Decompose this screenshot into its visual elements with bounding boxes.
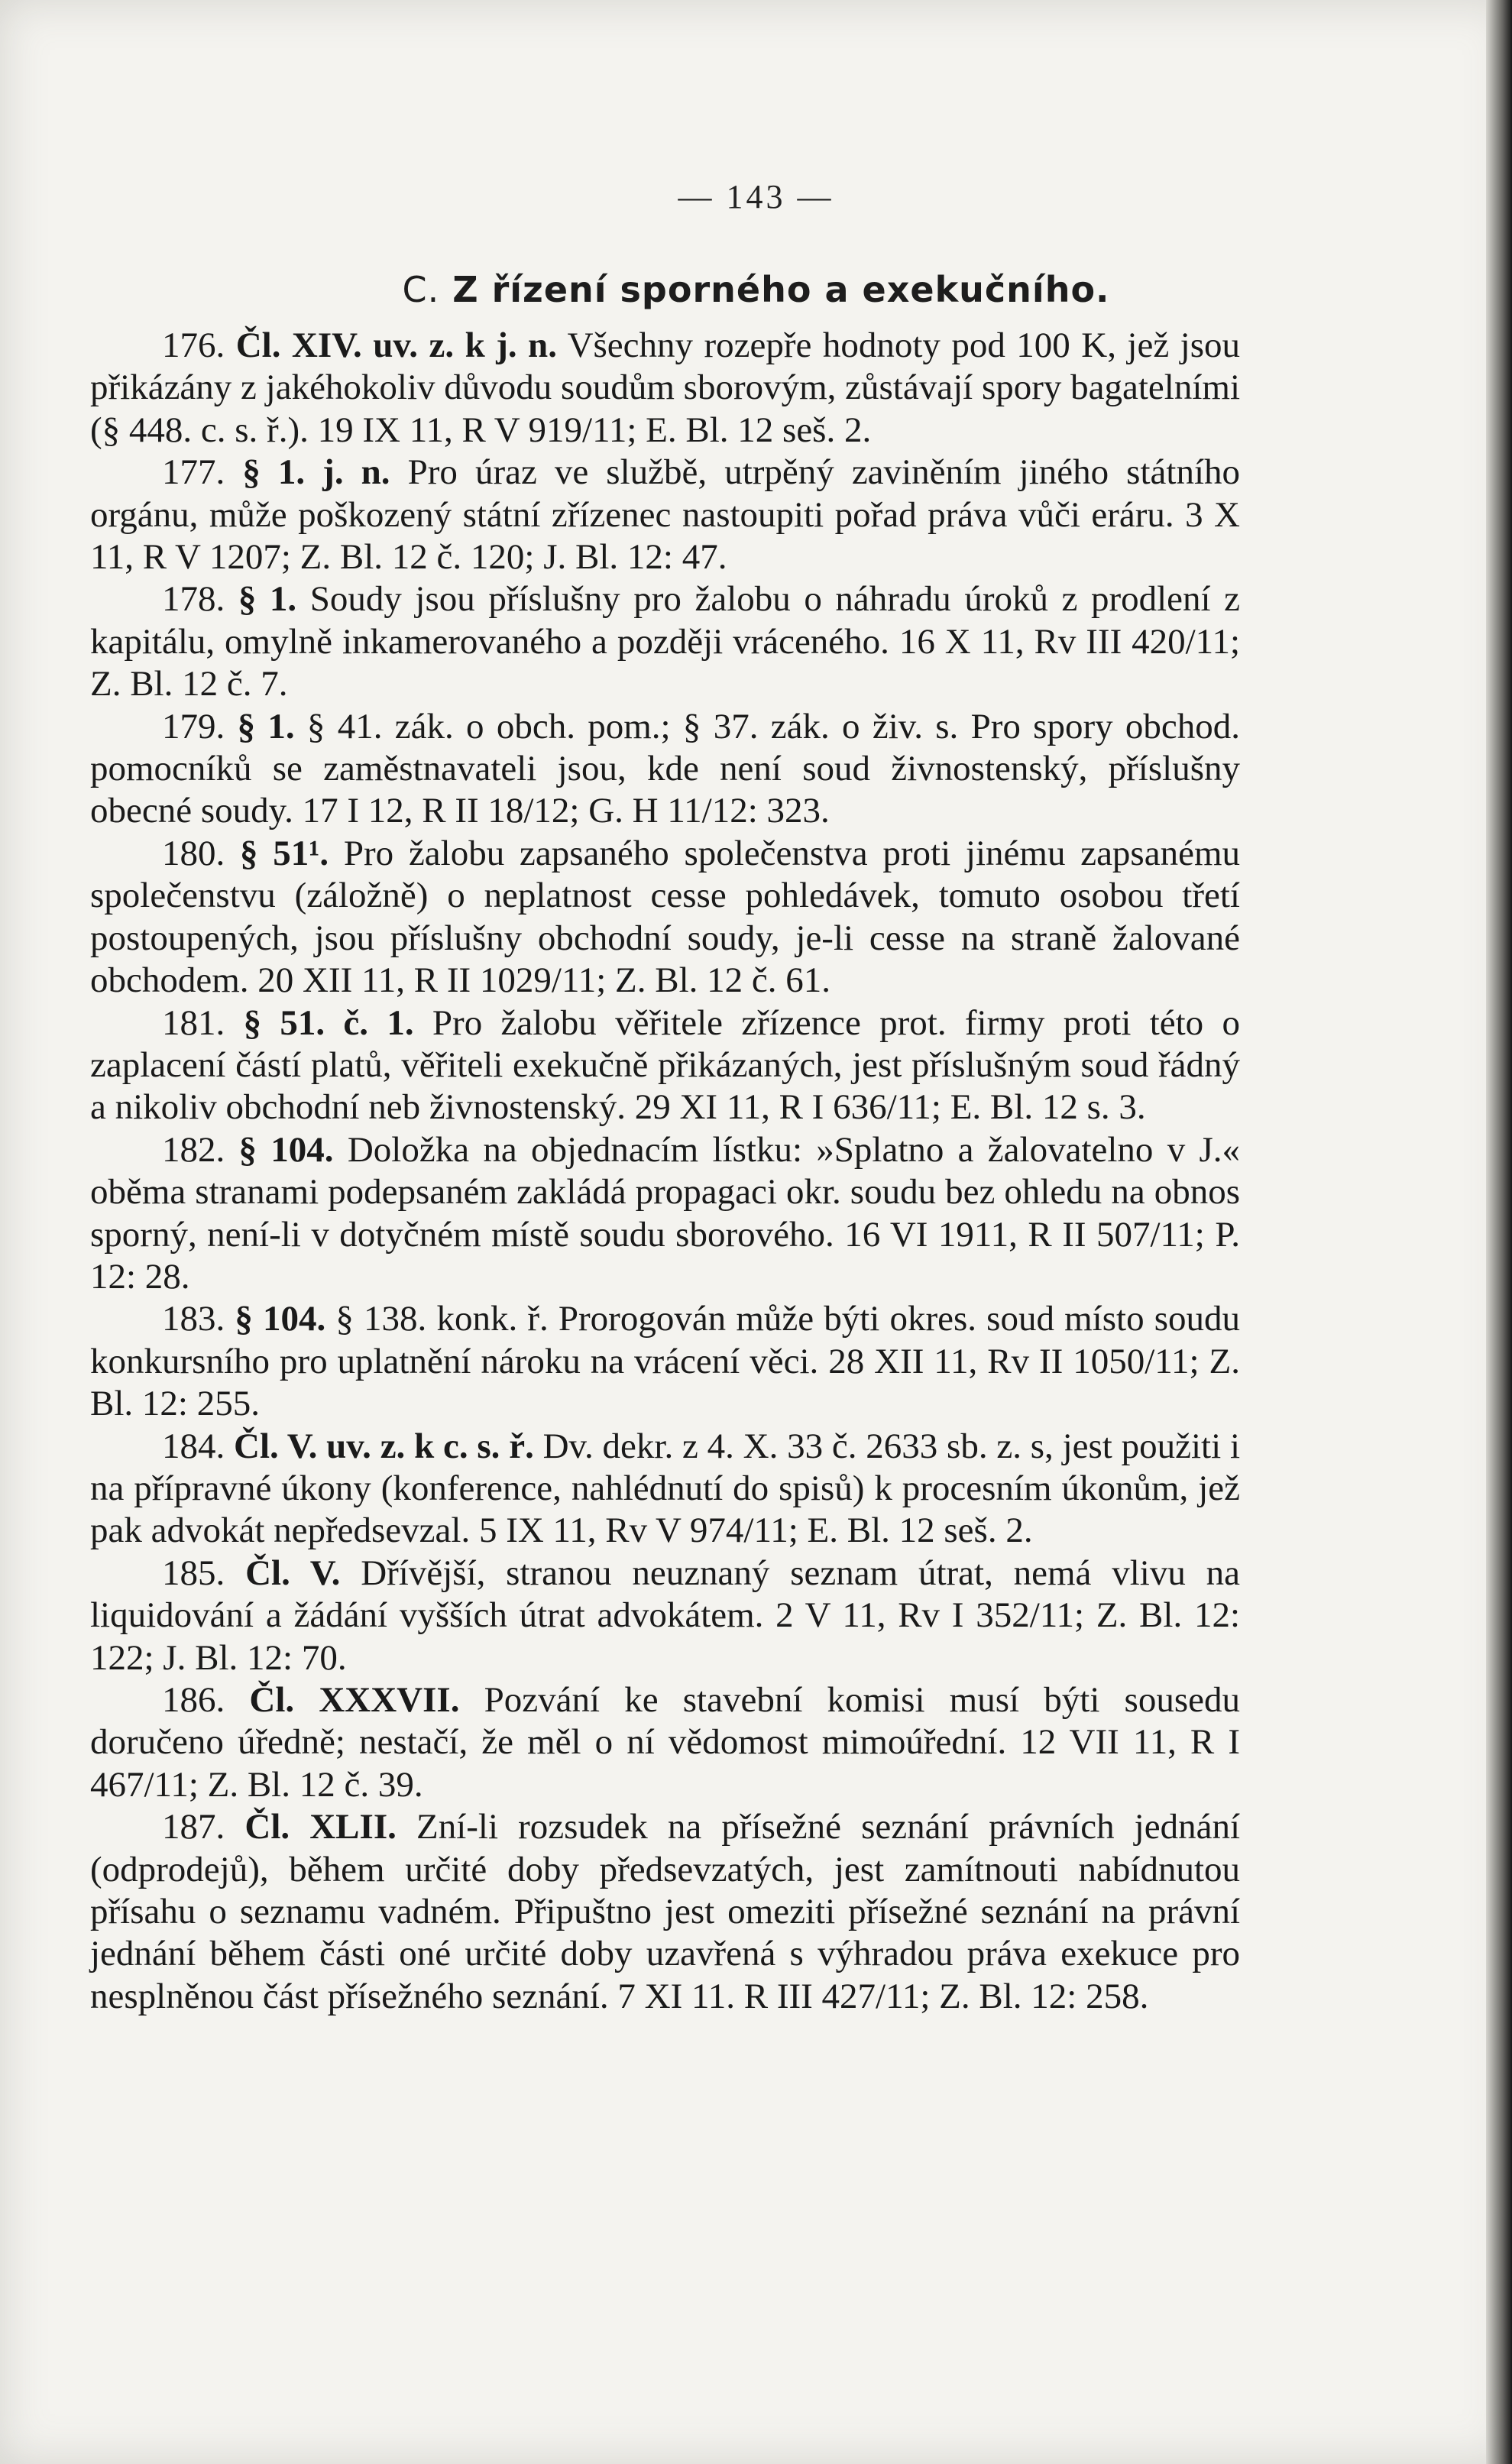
section-heading-title: Z řízení sporného a exekučního. — [452, 269, 1110, 310]
entry-186 — [90, 1679, 1240, 1806]
entry-number: 179. — [162, 706, 225, 746]
entry-reference: § 1. — [237, 706, 295, 746]
entry-number: 178. — [162, 579, 225, 620]
entry-number: 180. — [162, 833, 225, 873]
entry-text: § 138. konk. ř. Prorogován může býti okres. soud místo soudu konkursního pro uplatnění nároku na vrácení věci. 28 XII 11, Rv II 1050/11; Z. Bl. 12: 255. — [90, 1299, 1241, 1424]
page-edge-shadow — [1486, 0, 1512, 2464]
entry-reference: § 51. č. 1. — [243, 1002, 414, 1043]
entry-number: 187. — [162, 1807, 225, 1847]
entry-number: 186. — [162, 1680, 225, 1720]
entry-reference: § 1. — [238, 579, 297, 620]
entries-body — [90, 325, 1240, 2018]
entry-text: Dv. dekr. z 4. X. 33 č. 2633 sb. z. s, jest použiti i na přípravné úkony (konference, nahlédnutí do spisů) k procesním úkonům, jež pak advokát nepředsevzal. 5 IX 11, Rv V 974/11; E. Bl. 12 seš. 2. — [90, 1426, 1241, 1551]
section-heading — [0, 269, 1512, 310]
entry-178 — [90, 578, 1240, 705]
entry-reference: Čl. XIV. uv. z. k j. n. — [235, 325, 557, 365]
entry-reference: § 104. — [235, 1299, 326, 1339]
entry-185 — [90, 1553, 1240, 1679]
entry-text: Dřívější, stranou neuznaný seznam útrat, nemá vlivu na liquidování a žádání vyšších útrat advokátem. 2 V 11, Rv I 352/11; Z. Bl. 12: 122; J. Bl. 12: 70. — [90, 1553, 1240, 1678]
entry-text: Pro žalobu věřitele zřízence prot. firmy proti této o zaplacení částí platů, věřiteli exekučně přikázaných, jest příslušným soud řádný a nikoliv obchodní neb živnostenský. 29 XI 11, R I 636/11; E. Bl. 12 s. 3. — [90, 1002, 1240, 1128]
entry-number: 181. — [162, 1002, 225, 1043]
entry-number: 177. — [162, 452, 225, 493]
page-number: — 143 — — [678, 178, 834, 215]
entry-number: 176. — [162, 325, 225, 365]
entry-reference: Čl. V. — [245, 1553, 341, 1593]
entry-reference: Čl. V. uv. z. k c. s. ř. — [234, 1426, 534, 1466]
entry-text: Všechny rozepře hodnoty pod 100 K, jež jsou přikázány z jakéhokoliv důvodu soudům sborovým, zůstávají spory bagatelními (§ 448. c. s. ř.). 19 IX 11, R V 919/11; E. Bl. 12 seš. 2. — [90, 325, 1241, 450]
entry-text: Pozvání ke stavební komisi musí býti sousedu doručeno úředně; nestačí, že měl o ní vědomost mimoúřední. 12 VII 11, R I 467/11; Z. Bl. 12 č. 39. — [90, 1680, 1240, 1805]
entry-177 — [90, 452, 1240, 578]
entry-text: Pro úraz ve službě, utrpěný zaviněním jiného státního orgánu, může poškozený státní zřízenec nastoupiti pořad práva vůči eráru. 3 X 11, R V 1207; Z. Bl. 12 č. 120; J. Bl. 12: 47. — [90, 452, 1241, 578]
entry-reference: § 51¹. — [240, 833, 329, 873]
section-heading-prefix: C. — [402, 269, 440, 310]
entry-reference: § 104. — [238, 1129, 334, 1170]
entry-183 — [90, 1298, 1240, 1425]
entry-184 — [90, 1426, 1240, 1553]
entry-reference: § 1. j. n. — [242, 452, 390, 493]
entry-182 — [90, 1129, 1240, 1299]
entry-179 — [90, 706, 1240, 833]
entry-text: Pro žalobu zapsaného společenstva proti jinému zapsanému společenstvu (záložně) o neplatnost cesse pohledávek, tomuto osobou třetí postoupených, jsou příslušny obchodní soudy, je-li cesse na straně žalované obchodem. 20 XII 11, R II 1029/11; Z. Bl. 12 č. 61. — [90, 833, 1240, 1001]
entry-number: 183. — [162, 1299, 225, 1339]
entry-number: 184. — [162, 1426, 225, 1466]
entry-reference: Čl. XLII. — [244, 1807, 397, 1847]
entry-181 — [90, 1002, 1240, 1129]
entry-reference: Čl. XXXVII. — [249, 1680, 460, 1720]
entry-text: Soudy jsou příslušny pro žalobu o náhradu úroků z prodlení z kapitálu, omylně inkamerovaného a později vráceného. 16 X 11, Rv III 420/11; Z. Bl. 12 č. 7. — [90, 579, 1241, 704]
entry-text: Zní-li rozsudek na přísežné seznání právních jednání (odprodejů), během určité doby předsevzatých, jest zamítnouti nabídnutou přísahu o seznamu vadném. Připuštno jest omeziti přísežné seznání na právní jednání během části oné určité doby uzavřená s výhradou práva exekuce pro nesplněnou část přísežného seznání. 7 XI 11. R III 427/11; Z. Bl. 12: 258. — [90, 1807, 1241, 2016]
entry-text: § 41. zák. o obch. pom.; § 37. zák. o živ. s. Pro spory obchod. pomocníků se zaměstnavateli jsou, kde není soud živnostenský, příslušny obecné soudy. 17 I 12, R II 18/12; G. H 11/12: 323. — [90, 706, 1241, 831]
entry-text: Doložka na objednacím lístku: »Splatno a žalovatelno v J.« oběma stranami podepsaném zakládá propagaci okr. soudu bez ohledu na obnos sporný, není-li v dotyčném místě soudu sborového. 16 VI 1911, R II 507/11; P. 12: 28. — [90, 1129, 1241, 1297]
entry-187 — [90, 1806, 1240, 2018]
entry-180 — [90, 833, 1240, 1002]
entry-number: 185. — [162, 1553, 225, 1593]
entry-176 — [90, 325, 1240, 452]
entry-number: 182. — [162, 1129, 225, 1170]
